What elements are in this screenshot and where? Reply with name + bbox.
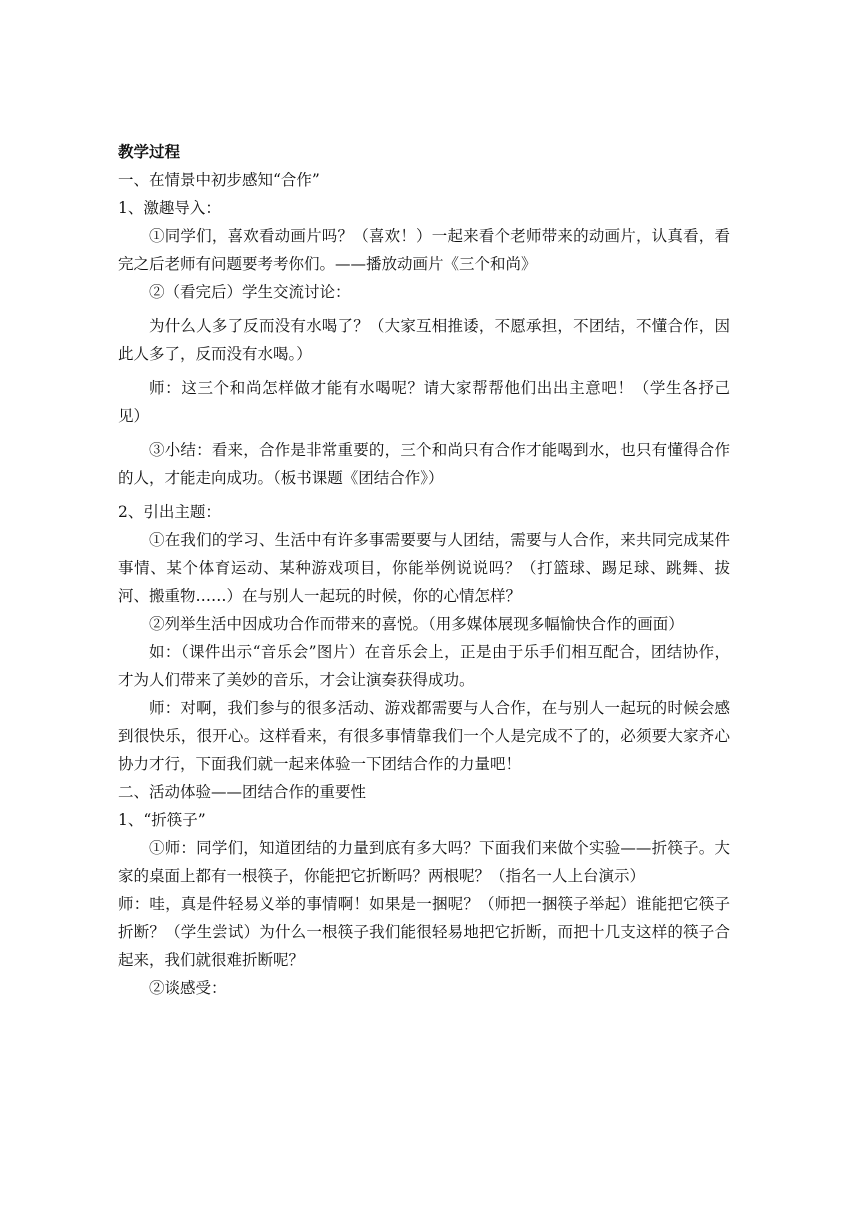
paragraph-1: ①同学们，喜欢看动画片吗？（喜欢！）一起来看个老师带来的动画片，认真看，看完之后老师有问题要考考你们。——播放动画片《三个和尚》 bbox=[118, 227, 730, 273]
paragraph-6: ①在我们的学习、生活中有许多事需要要与人团结，需要与人合作，来共同完成某件事情、某个体育运动、某种游戏项目，你能举例说说吗？（打篮球、踢足球、跳舞、拔河、搬重物……）在与别人一起玩的时候，你的心情怎样？ bbox=[118, 531, 730, 605]
paragraph-3: 为什么人多了反而没有水喝了？（大家互相推诿，不愿承担，不团结，不懂合作，因此人多了，反而没有水喝。） bbox=[118, 317, 730, 363]
paragraph-8: 如：（课件出示“音乐会”图片）在音乐会上，正是由于乐手们相互配合，团结协作，才为人们带来了美妙的音乐，才会让演奏获得成功。 bbox=[118, 643, 730, 689]
doc-title: 教学过程 bbox=[118, 142, 181, 161]
paragraph-12: ②谈感受： bbox=[149, 979, 227, 997]
section-heading-2: 二、活动体验——团结合作的重要性 bbox=[118, 783, 367, 801]
subheading-1-1: 1、激趣导入： bbox=[118, 199, 221, 217]
paragraph-10: ①师：同学们，知道团结的力量到底有多大吗？下面我们来做个实验——折筷子。大家的桌面上都有一根筷子，你能把它折断吗？两根呢？（指名一人上台演示） bbox=[118, 839, 730, 885]
paragraph-5: ③小结：看来，合作是非常重要的，三个和尚只有合作才能喝到水，也只有懂得合作的人，才能走向成功。（板书课题《团结合作》） bbox=[118, 441, 730, 487]
section-heading-1: 一、在情景中初步感知“合作” bbox=[118, 171, 320, 189]
subheading-1-2: 2、引出主题： bbox=[118, 503, 221, 521]
paragraph-11: 师：哇，真是件轻易义举的事情啊！如果是一捆呢？（师把一捆筷子举起）谁能把它筷子折断？（学生尝试）为什么一根筷子我们能很轻易地把它折断，而把十几支这样的筷子合起来，我们就很难折断呢？ bbox=[118, 895, 730, 969]
subheading-2-1: 1、“折筷子” bbox=[118, 811, 206, 829]
paragraph-4: 师：这三个和尚怎样做才能有水喝呢？请大家帮帮他们出出主意吧！（学生各抒己见） bbox=[118, 379, 730, 425]
paragraph-2: ②（看完后）学生交流讨论： bbox=[149, 283, 351, 301]
document-page bbox=[118, 138, 730, 1002]
paragraph-7: ②列举生活中因成功合作而带来的喜悦。（用多媒体展现多幅愉快合作的画面） bbox=[149, 615, 684, 633]
paragraph-9: 师：对啊，我们参与的很多活动、游戏都需要与人合作，在与别人一起玩的时候会感到很快乐，很开心。这样看来，有很多事情靠我们一个人是完成不了的，必须要大家齐心协力才行，下面我们就一起来体验一下团结合作的力量吧！ bbox=[118, 699, 730, 773]
